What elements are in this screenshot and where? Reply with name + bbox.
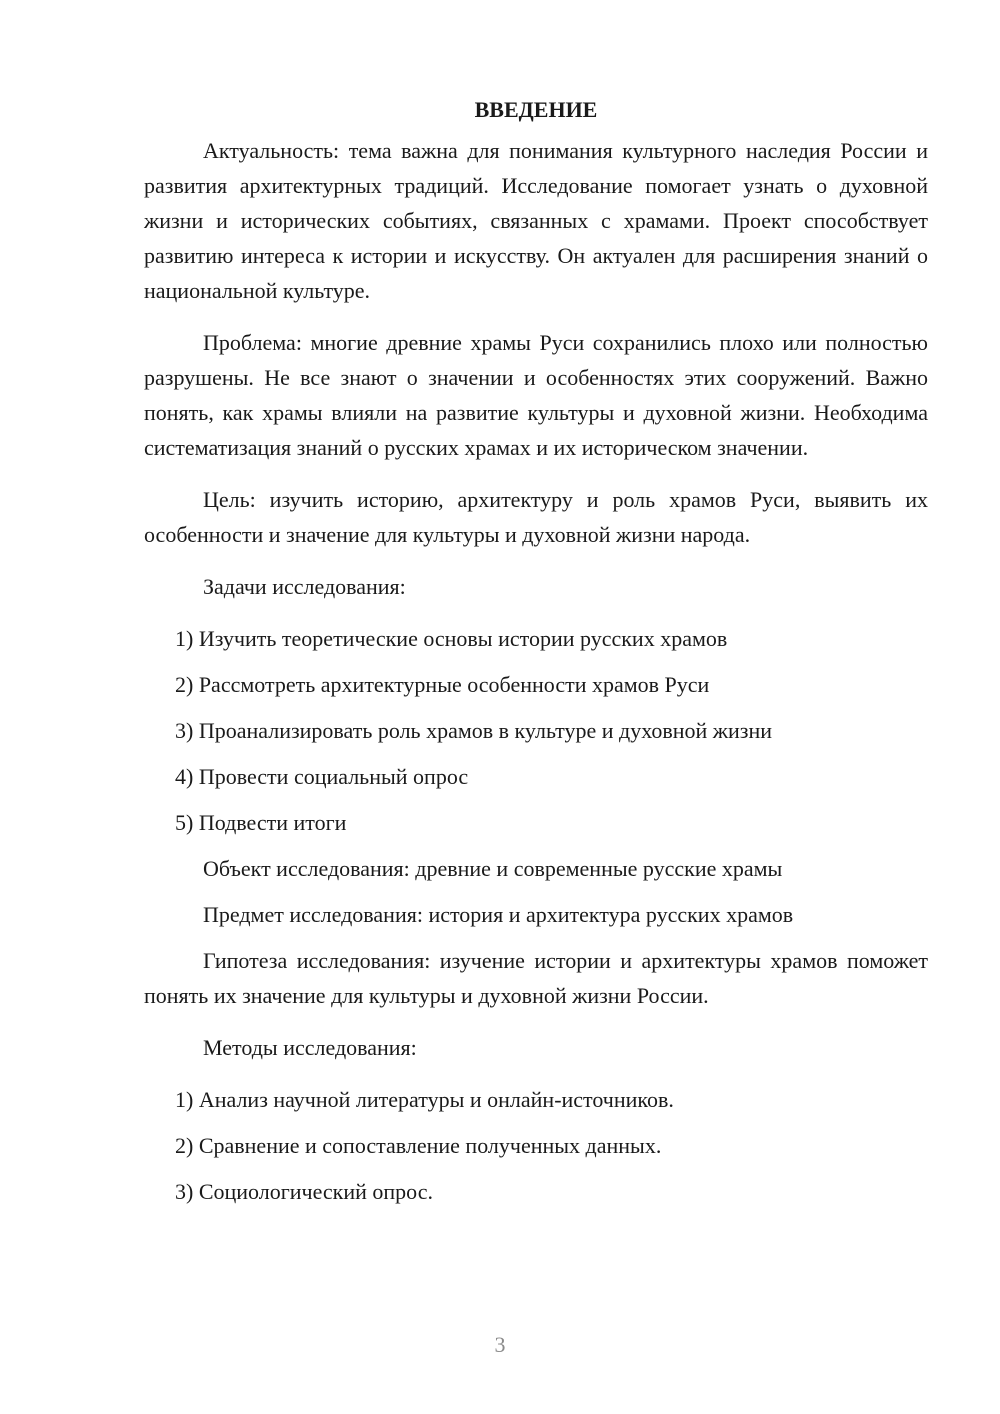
relevance-paragraph: Актуальность: тема важна для понимания культурного наследия России и развития архитектурных традиций. Исследование помогает узнать о духовной жизни и исторических событиях, связанных с храмами. Проект способствует развитию интереса к истории и искусству. Он актуален для расширения знаний о национальной культуре.: [144, 138, 928, 303]
subject-paragraph: Предмет исследования: история и архитектура русских храмов: [203, 902, 794, 927]
list-item: 5) Подвести итоги: [175, 810, 347, 835]
methods-heading: Методы исследования:: [203, 1035, 417, 1060]
list-item: 3) Социологический опрос.: [175, 1179, 433, 1204]
document-page: [144, 90, 928, 1220]
object-paragraph: Объект исследования: древние и современные русские храмы: [203, 856, 783, 881]
tasks-heading: Задачи исследования:: [203, 574, 406, 599]
hypothesis-paragraph: Гипотеза исследования: изучение истории и архитектуры храмов поможет понять их значение для культуры и духовной жизни России.: [144, 948, 928, 1008]
goal-paragraph: Цель: изучить историю, архитектуру и роль храмов Руси, выявить их особенности и значение для культуры и духовной жизни народа.: [144, 487, 928, 547]
methods-list: [144, 1082, 928, 1209]
list-item: 1) Анализ научной литературы и онлайн-источников.: [175, 1087, 674, 1112]
page-number: 3: [494, 1332, 506, 1357]
page-title: ВВЕДЕНИЕ: [474, 97, 598, 122]
list-item: 2) Рассмотреть архитектурные особенности храмов Руси: [175, 672, 710, 697]
list-item: 1) Изучить теоретические основы истории русских храмов: [175, 626, 728, 651]
problem-paragraph: Проблема: многие древние храмы Руси сохранились плохо или полностью разрушены. Не все знают о значении и особенностях этих сооружений. Важно понять, как храмы влияли на развитие культуры и духовной жизни. Необходима систематизация знаний о русских храмах и их историческом значении.: [144, 330, 928, 460]
list-item: 2) Сравнение и сопоставление полученных данных.: [175, 1133, 662, 1158]
list-item: 3) Проанализировать роль храмов в культуре и духовной жизни: [175, 718, 772, 743]
list-item: 4) Провести социальный опрос: [175, 764, 469, 789]
tasks-list: [144, 621, 928, 840]
